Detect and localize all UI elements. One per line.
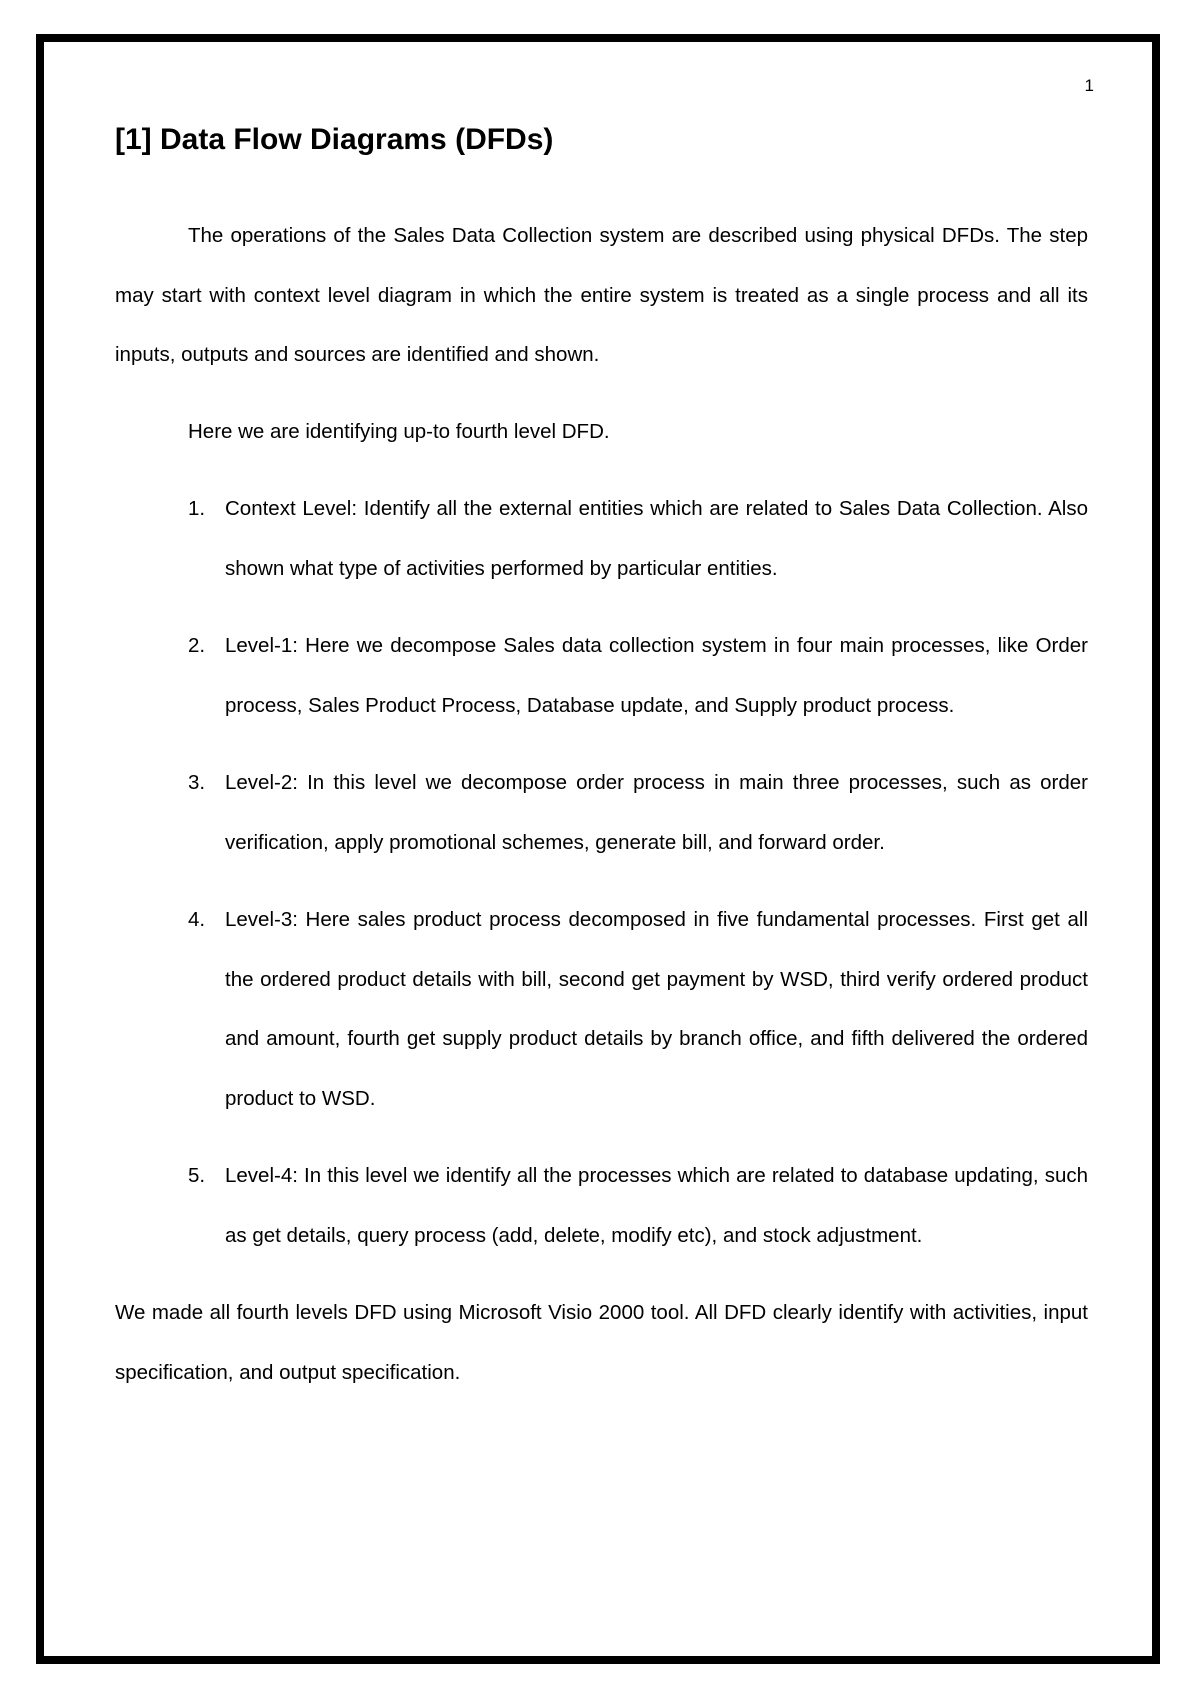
list-item-level-1 bbox=[115, 616, 1088, 735]
list-item-level-2 bbox=[115, 753, 1088, 872]
dfd-level-list bbox=[115, 479, 1088, 1265]
page-number: 1 bbox=[1084, 76, 1094, 95]
document-body bbox=[115, 118, 1088, 1402]
list-item-level-4 bbox=[115, 1146, 1088, 1265]
list-item-number: 2. bbox=[188, 634, 206, 657]
list-item-text: Level-4: In this level we identify all the processes which are related to database updating, such as get details, query process (add, delete, modify etc), and stock adjustment. bbox=[225, 1164, 1088, 1247]
list-item-level-3 bbox=[115, 890, 1088, 1128]
closing-paragraph: We made all fourth levels DFD using Microsoft Visio 2000 tool. All DFD clearly identify with activities, input specification, and output specification. bbox=[115, 1301, 1088, 1384]
list-item-number: 1. bbox=[188, 497, 206, 520]
identifying-sentence: Here we are identifying up-to fourth level DFD. bbox=[188, 419, 610, 443]
list-item-text: Level-3: Here sales product process decomposed in five fundamental processes. First get all the ordered product details with bill, second get payment by WSD, third verify ordered product and amount, fourth get supply product details by branch office, and fifth delivered the ordered product to WSD. bbox=[225, 908, 1088, 1110]
list-item-text: Level-2: In this level we decompose order process in main three processes, such as order verification, apply promotional schemes, generate bill, and forward order. bbox=[225, 771, 1088, 854]
list-item-text: Level-1: Here we decompose Sales data collection system in four main processes, like Order process, Sales Product Process, Database update, and Supply product process. bbox=[225, 634, 1088, 717]
list-item-text: Context Level: Identify all the external entities which are related to Sales Data Collection. Also shown what type of activities performed by particular entities. bbox=[225, 497, 1088, 580]
list-item-context-level bbox=[115, 479, 1088, 598]
intro-paragraph: The operations of the Sales Data Collection system are described using physical DFDs. The step may start with context level diagram in which the entire system is treated as a single process and all its inputs, outputs and sources are identified and shown. bbox=[115, 224, 1088, 366]
section-heading: [1] Data Flow Diagrams (DFDs) bbox=[115, 123, 554, 156]
list-item-number: 3. bbox=[188, 771, 206, 794]
list-item-number: 4. bbox=[188, 908, 206, 931]
list-item-number: 5. bbox=[188, 1164, 206, 1187]
